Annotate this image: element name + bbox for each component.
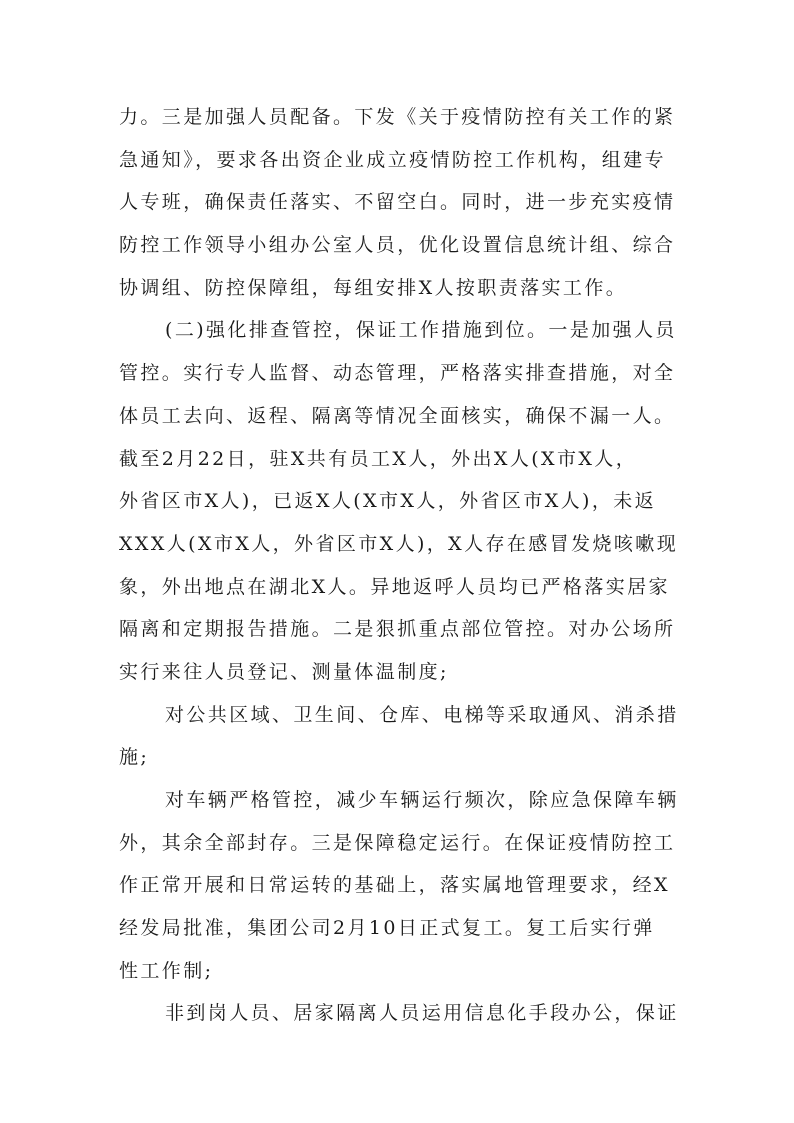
text-line: 体员工去向、返程、隔离等情况全面核实，确保不漏一人。 <box>119 404 676 427</box>
text-line: 力。三是加强人员配备。下发《关于疫情防控有关工作的紧 <box>119 106 676 128</box>
text-line: XXX人(X市X人，外省区市X人)，X人存在感冒发烧咳嗽现 <box>119 532 679 555</box>
text-line: 管控。实行专人监督、动态管理，严格落实排查措施，对全 <box>119 362 676 385</box>
text-line: 性工作制; <box>119 959 214 982</box>
text-line: 防控工作领导小组办公室人员，优化设置信息统计组、综合 <box>119 234 676 257</box>
paragraph-start-line: 对车辆严格管控，减少车辆运行频次，除应急保障车辆 <box>165 789 679 811</box>
paragraph-start-line: 对公共区域、卫生间、仓库、电梯等采取通风、消杀措 <box>165 703 679 726</box>
text-line: 截至2月22日，驻X共有员工X人，外出X人(X市X人， <box>119 447 638 470</box>
text-line: 施; <box>119 746 150 769</box>
body-text <box>119 96 679 1035</box>
text-line: 外，其余全部封存。三是保障稳定运行。在保证疫情防控工 <box>119 831 676 854</box>
text-line: 实行来往人员登记、测量体温制度; <box>119 660 449 683</box>
text-line: 象，外出地点在湖北X人。异地返呼人员均已严格落实居家 <box>119 575 670 598</box>
text-line: 外省区市X人)，已返X人(X市X人，外省区市X人)，未返 <box>119 490 657 513</box>
text-line: 经发局批准，集团公司2月10日正式复工。复工后实行弹 <box>119 917 655 940</box>
text-line: 作正常开展和日常运转的基础上，落实属地管理要求，经X <box>119 874 670 897</box>
paragraph-start-line: 非到岗人员、居家隔离人员运用信息化手段办公，保证 <box>165 1002 679 1025</box>
paragraph-start-line: (二)强化排查管控，保证工作措施到位。一是加强人员 <box>165 319 677 342</box>
text-line: 协调组、防控保障组，每组安排X人按职责落实工作。 <box>119 276 628 299</box>
text-line: 急通知》，要求各出资企业成立疫情防控工作机构，组建专 <box>119 148 666 171</box>
text-line: 隔离和定期报告措施。二是狠抓重点部位管控。对办公场所 <box>119 618 676 641</box>
text-line: 人专班，确保责任落实、不留空白。同时，进一步充实疫情 <box>119 191 676 214</box>
